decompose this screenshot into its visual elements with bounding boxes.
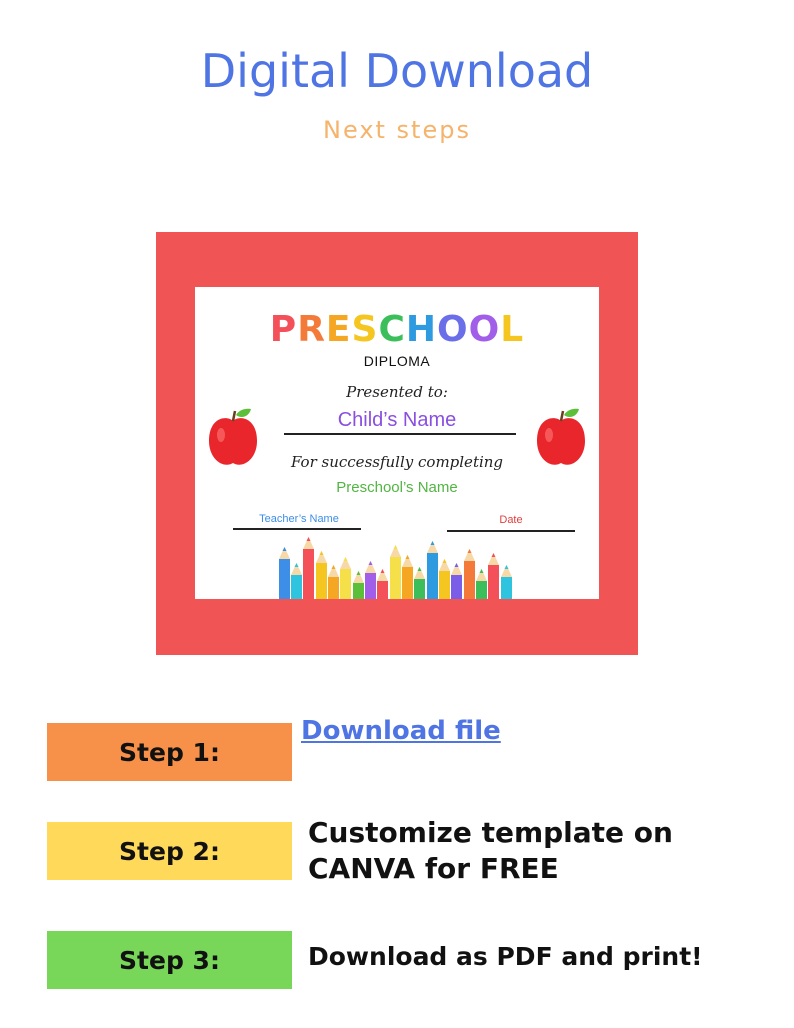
diploma-title-letter: E — [325, 309, 352, 350]
diploma-preview — [195, 287, 599, 599]
pencil-icon — [488, 553, 499, 599]
presented-to-label: Presented to: — [346, 383, 448, 401]
pencil-icon — [501, 565, 512, 599]
step-3-badge: Step 3: — [47, 931, 292, 989]
diploma-title-letter: O — [468, 309, 501, 350]
pencil-icon — [451, 563, 462, 599]
diploma-title-letter: L — [500, 309, 525, 350]
pencil-icon — [439, 559, 450, 599]
pencil-icon — [328, 565, 339, 599]
diploma-title-letter: H — [405, 309, 438, 350]
pencil-icon — [279, 547, 290, 599]
pencil-icon — [340, 557, 351, 599]
teacher-name-label: Teacher’s Name — [259, 513, 339, 525]
pencil-icon — [427, 541, 438, 599]
diploma-title-letter: O — [437, 309, 469, 350]
school-name: Preschool’s Name — [336, 479, 458, 496]
step-3-description: Download as PDF and print! — [308, 942, 703, 971]
diploma-title-letter: R — [297, 309, 326, 350]
pencil-icon — [316, 551, 327, 599]
page-subtitle: Next steps — [323, 116, 471, 144]
pencil-icon — [377, 569, 388, 599]
pencil-icon — [303, 537, 314, 599]
page-title: Digital Download — [200, 44, 594, 98]
step-2-badge: Step 2: — [47, 822, 292, 880]
pencils-illustration — [195, 287, 599, 599]
child-name: Child’s Name — [337, 409, 457, 431]
pencil-icon — [402, 555, 413, 599]
completing-label: For successfully completing — [290, 453, 504, 471]
download-file-link[interactable]: Download file — [301, 716, 501, 746]
diploma-title-letter: P — [269, 309, 298, 350]
pencil-icon — [291, 563, 302, 599]
diploma-subtitle: DIPLOMA — [363, 353, 431, 369]
step-1-badge: Step 1: — [47, 723, 292, 781]
step-2-description: Customize template on CANVA for FREE — [308, 816, 673, 885]
diploma-title-letter: S — [351, 309, 379, 350]
pencil-icon — [365, 561, 376, 599]
date-label: Date — [499, 514, 523, 526]
pencil-icon — [414, 567, 425, 599]
diploma-title-letter: C — [378, 309, 406, 350]
pencil-icon — [464, 549, 475, 599]
pencil-icon — [390, 545, 401, 599]
pencil-icon — [476, 569, 487, 599]
pencil-icon — [353, 571, 364, 599]
